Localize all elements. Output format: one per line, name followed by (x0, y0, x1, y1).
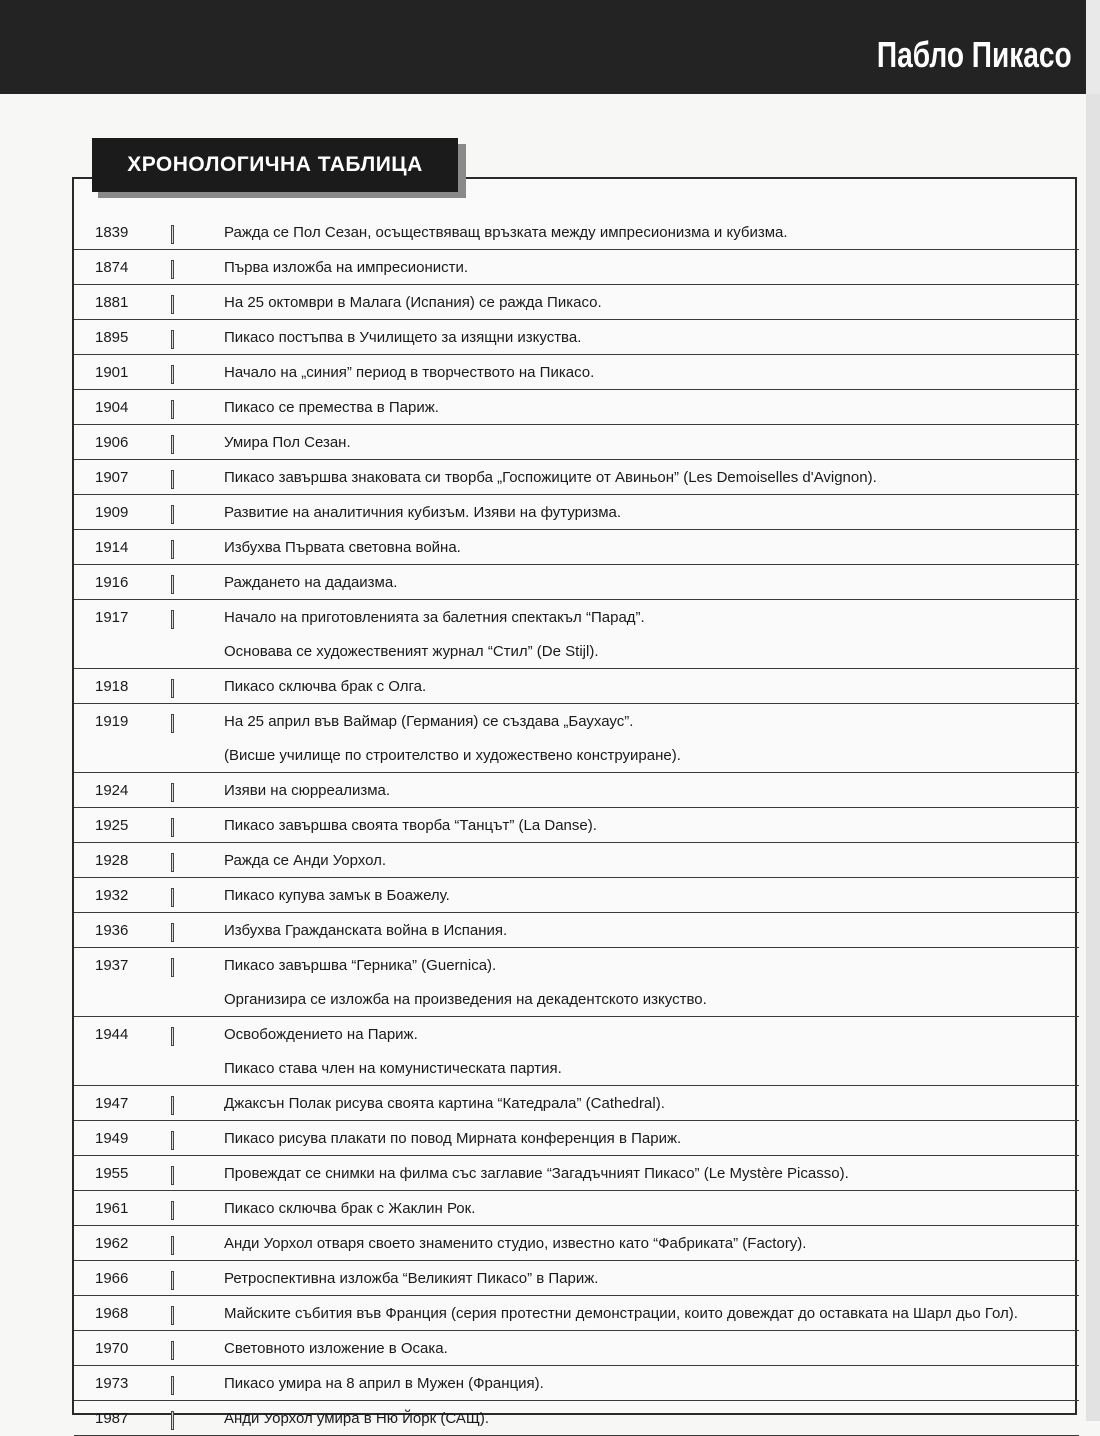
timeline-event-line (74, 982, 1079, 1016)
timeline-event-line (74, 634, 1079, 668)
timeline-row (74, 530, 1079, 565)
timeline-year: 1962 (95, 1235, 129, 1252)
timeline-row (74, 1366, 1079, 1401)
timeline-row (74, 948, 1079, 1017)
timeline-event-line (74, 285, 1079, 319)
timeline-row (74, 878, 1079, 913)
timeline-row (74, 913, 1079, 948)
timeline-event-text: Пикасо сключва брак с Олга. (224, 678, 427, 695)
timeline-event-line (74, 425, 1079, 459)
timeline-year: 1918 (95, 678, 129, 695)
timeline-event-text: Пикасо завършва своята творба “Танцът” (La Danse). (224, 817, 597, 834)
timeline-year: 1937 (95, 957, 129, 974)
timeline-event-text: Пикасо завършва “Герника” (Guernica). (224, 957, 497, 974)
timeline-event-text: Провеждат се снимки на филма със заглавие “Загадъчният Пикасо” (Le Mystère Picasso). (224, 1165, 849, 1182)
timeline-event-line (74, 704, 1079, 738)
timeline-event-text: Анди Уорхол умира в Ню Йорк (САЩ). (224, 1410, 490, 1427)
timeline-event-line (74, 843, 1079, 877)
timeline-event-text: Организира се изложба на произведения на декадентското изкуство. (224, 991, 707, 1008)
timeline-year: 1906 (95, 434, 129, 451)
timeline-event-text: Ражда се Анди Уорхол. (224, 852, 387, 869)
timeline-year: 1839 (95, 224, 129, 241)
timeline-year: 1917 (95, 609, 129, 626)
timeline-event-text: Ражда се Пол Сезан, осъществяващ връзката между импресионизма и кубизма. (224, 224, 788, 241)
timeline-event-text: Начало на приготовленията за балетния спектакъл “Парад”. (224, 609, 645, 626)
timeline-event-text: (Висше училище по строителство и художествено конструиране). (224, 747, 681, 764)
timeline-event-line (74, 250, 1079, 284)
timeline-event-text: Първа изложба на импресионисти. (224, 259, 469, 276)
timeline-row (74, 285, 1079, 320)
timeline-event-text: Джаксън Полак рисува своята картина “Катедрала” (Cathedral). (224, 1095, 665, 1112)
timeline-year: 1907 (95, 469, 129, 486)
timeline-year: 1901 (95, 364, 129, 381)
timeline-year: 1925 (95, 817, 129, 834)
timeline-year: 1914 (95, 539, 129, 556)
timeline-event-line (74, 1121, 1079, 1155)
timeline-year: 1966 (95, 1270, 129, 1287)
page-title: Пабло Пикасо (877, 34, 1072, 75)
section-heading (92, 138, 458, 192)
timeline-event-line (74, 355, 1079, 389)
timeline-row (74, 425, 1079, 460)
timeline-event-text: Пикасо завършва знаковата си творба „Госпожиците от Авиньон” (Les Demoiselles d'Avignon). (224, 469, 877, 486)
timeline-event-line (74, 1086, 1079, 1120)
timeline-event-line (74, 738, 1079, 772)
timeline-year: 1916 (95, 574, 129, 591)
timeline-row (74, 1296, 1079, 1331)
timeline-year: 1987 (95, 1410, 129, 1427)
timeline-row (74, 1191, 1079, 1226)
timeline-event-line (74, 530, 1079, 564)
timeline-event-line (74, 600, 1079, 634)
timeline-event-text: Освобождението на Париж. (224, 1026, 418, 1043)
timeline-row (74, 843, 1079, 878)
timeline-row (74, 1261, 1079, 1296)
timeline-event-line (74, 565, 1079, 599)
timeline-event-text: Пикасо се премества в Париж. (224, 399, 439, 416)
timeline-event-line (74, 948, 1079, 982)
timeline-row (74, 495, 1079, 530)
timeline-event-text: Световното изложение в Осака. (224, 1340, 448, 1357)
timeline-event-text: Избухва Първата световна война. (224, 539, 461, 556)
timeline-event-line (74, 320, 1079, 354)
timeline-event-line (74, 808, 1079, 842)
timeline-event-text: На 25 октомври в Малага (Испания) се ражда Пикасо. (224, 294, 602, 311)
timeline-event-text: Анди Уорхол отваря своето знаменито студио, известно като “Фабриката” (Factory). (224, 1235, 807, 1252)
timeline-event-text: Пикасо купува замък в Боажелу. (224, 887, 450, 904)
timeline-year: 1919 (95, 713, 129, 730)
timeline-event-line (74, 1331, 1079, 1365)
timeline-year: 1947 (95, 1095, 129, 1112)
timeline-row (74, 1086, 1079, 1121)
timeline-event-text: Основава се художественият журнал “Стил” (De Stijl). (224, 643, 599, 660)
timeline-event-line (74, 913, 1079, 947)
timeline-year: 1970 (95, 1340, 129, 1357)
timeline-year: 1881 (95, 294, 129, 311)
timeline-event-line (74, 773, 1079, 807)
timeline-event-line (74, 1017, 1079, 1051)
timeline-event-line (74, 1261, 1079, 1295)
timeline-year: 1895 (95, 329, 129, 346)
timeline-event-line (74, 1401, 1079, 1435)
timeline-year: 1961 (95, 1200, 129, 1217)
timeline-event-text: Развитие на аналитичния кубизъм. Изяви на футуризма. (224, 504, 622, 521)
timeline-event-text: Умира Пол Сезан. (224, 434, 351, 451)
timeline-row (74, 669, 1079, 704)
timeline-event-line (74, 495, 1079, 529)
timeline-event-text: Пикасо рисува плакати по повод Мирната конференция в Париж. (224, 1130, 682, 1147)
timeline-row (74, 704, 1079, 773)
header-band (0, 0, 1100, 94)
timeline-row (74, 460, 1079, 495)
timeline-row (74, 250, 1079, 285)
timeline-event-line (74, 669, 1079, 703)
timeline-row (74, 215, 1079, 250)
timeline-year: 1874 (95, 259, 129, 276)
timeline-event-line (74, 1296, 1079, 1330)
timeline-row (74, 1401, 1079, 1436)
timeline-year: 1936 (95, 922, 129, 939)
timeline-event-text: Пикасо сключва брак с Жаклин Рок. (224, 1200, 476, 1217)
timeline-event-line (74, 460, 1079, 494)
timeline-year: 1949 (95, 1130, 129, 1147)
timeline-row (74, 1121, 1079, 1156)
timeline-year: 1973 (95, 1375, 129, 1392)
timeline-row (74, 1226, 1079, 1261)
timeline-year: 1968 (95, 1305, 129, 1322)
timeline-event-text: Раждането на дадаизма. (224, 574, 398, 591)
timeline-row (74, 600, 1079, 669)
timeline-event-line (74, 1226, 1079, 1260)
timeline-event-text: Избухва Гражданската война в Испания. (224, 922, 508, 939)
timeline-event-text: Изяви на сюрреализма. (224, 782, 391, 799)
timeline-year: 1924 (95, 782, 129, 799)
timeline-row (74, 1156, 1079, 1191)
timeline-row (74, 1017, 1079, 1086)
timeline-row (74, 355, 1079, 390)
page-side-strip (1086, 94, 1100, 1421)
timeline-year: 1944 (95, 1026, 129, 1043)
timeline-event-text: Пикасо става член на комунистическата партия. (224, 1060, 562, 1077)
timeline-year: 1932 (95, 887, 129, 904)
timeline-year: 1928 (95, 852, 129, 869)
timeline-row (74, 565, 1079, 600)
timeline-row (74, 773, 1079, 808)
page-edge (1086, 0, 1100, 94)
timeline-event-text: Майските събития във Франция (серия протестни демонстрации, които довеждат до оставката на Шарл дьо Гол). (224, 1305, 1018, 1322)
timeline-rows (74, 215, 1079, 1436)
timeline-event-line (74, 215, 1079, 249)
timeline-event-line (74, 390, 1079, 424)
timeline-year: 1955 (95, 1165, 129, 1182)
timeline-event-text: Пикасо умира на 8 април в Мужен (Франция). (224, 1375, 544, 1392)
timeline-event-text: Ретроспективна изложба “Великият Пикасо” в Париж. (224, 1270, 599, 1287)
timeline-year: 1909 (95, 504, 129, 521)
timeline-event-text: Начало на „синия” период в творчеството на Пикасо. (224, 364, 595, 381)
timeline-row (74, 320, 1079, 355)
timeline-event-line (74, 1366, 1079, 1400)
timeline-row (74, 390, 1079, 425)
timeline-row (74, 1331, 1079, 1366)
timeline-row (74, 808, 1079, 843)
section-heading-text: ХРОНОЛОГИЧНА ТАБЛИЦА (127, 153, 423, 176)
timeline-event-line (74, 1156, 1079, 1190)
timeline-event-line (74, 1191, 1079, 1225)
timeline-event-text: На 25 април във Ваймар (Германия) се създава „Баухаус”. (224, 713, 634, 730)
timeline-event-text: Пикасо постъпва в Училището за изящни изкуства. (224, 329, 582, 346)
timeline-year: 1904 (95, 399, 129, 416)
timeline-event-line (74, 878, 1079, 912)
timeline-event-line (74, 1051, 1079, 1085)
